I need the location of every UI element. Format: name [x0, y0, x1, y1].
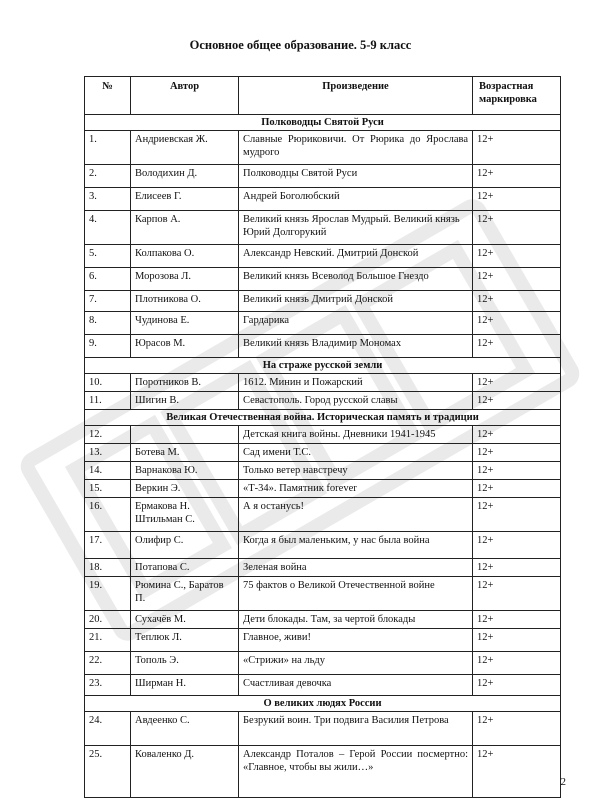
page-title: Основное общее образование. 5-9 класс — [189, 38, 412, 52]
table-row — [85, 675, 561, 696]
table-row — [85, 211, 561, 245]
row-work: Зеленая война — [239, 559, 473, 577]
row-num: 25. — [85, 746, 131, 798]
literature-table — [84, 76, 561, 798]
table-row — [85, 444, 561, 462]
row-rating: 12+ — [473, 480, 561, 498]
row-rating: 12+ — [473, 268, 561, 291]
table-row — [85, 268, 561, 291]
row-rating: 12+ — [473, 211, 561, 245]
table-row — [85, 188, 561, 211]
row-rating: 12+ — [473, 712, 561, 746]
row-author: Тополь Э. — [131, 652, 239, 675]
row-num: 17. — [85, 532, 131, 559]
table-row — [85, 712, 561, 746]
row-num: 12. — [85, 426, 131, 444]
row-num: 9. — [85, 335, 131, 358]
row-num: 5. — [85, 245, 131, 268]
row-author: Теплюк Л. — [131, 629, 239, 652]
row-num: 21. — [85, 629, 131, 652]
table-row — [85, 131, 561, 165]
row-author: Олифир С. — [131, 532, 239, 559]
row-rating: 12+ — [473, 611, 561, 629]
row-num: 7. — [85, 291, 131, 312]
row-work: Сад имени Т.С. — [239, 444, 473, 462]
row-author: Андриевская Ж. — [131, 131, 239, 165]
section-title: На страже русской земли — [85, 358, 561, 374]
row-author: Ботева М. — [131, 444, 239, 462]
section-row — [85, 410, 561, 426]
row-work: Только ветер навстречу — [239, 462, 473, 480]
row-author — [131, 426, 239, 444]
row-author: Авдеенко С. — [131, 712, 239, 746]
table-row — [85, 498, 561, 532]
row-rating: 12+ — [473, 559, 561, 577]
row-work: Когда я был маленьким, у нас была война — [239, 532, 473, 559]
row-work: Великий князь Дмитрий Донской — [239, 291, 473, 312]
table-row — [85, 374, 561, 392]
row-num: 13. — [85, 444, 131, 462]
row-author: Шигин В. — [131, 392, 239, 410]
section-row — [85, 696, 561, 712]
row-author: Елисеев Г. — [131, 188, 239, 211]
row-work: Великий князь Всеволод Большое Гнездо — [239, 268, 473, 291]
row-work: Славные Рюриковичи. От Рюрика до Ярослава мудрого — [239, 131, 473, 165]
row-num: 8. — [85, 312, 131, 335]
row-rating: 12+ — [473, 426, 561, 444]
row-author: Потапова С. — [131, 559, 239, 577]
row-work: Великий князь Владимир Мономах — [239, 335, 473, 358]
header-num: № — [85, 77, 131, 115]
row-author: Ермакова Н. Штильман С. — [131, 498, 239, 532]
header-work: Произведение — [239, 77, 473, 115]
row-work: Счастливая девочка — [239, 675, 473, 696]
row-work: Детская книга войны. Дневники 1941-1945 — [239, 426, 473, 444]
row-num: 1. — [85, 131, 131, 165]
table-row — [85, 611, 561, 629]
row-num: 18. — [85, 559, 131, 577]
row-rating: 12+ — [473, 245, 561, 268]
row-num: 16. — [85, 498, 131, 532]
table-row — [85, 335, 561, 358]
row-num: 11. — [85, 392, 131, 410]
row-rating: 12+ — [473, 462, 561, 480]
table-row — [85, 532, 561, 559]
row-rating: 12+ — [473, 652, 561, 675]
row-work: Полководцы Святой Руси — [239, 165, 473, 188]
section-row — [85, 115, 561, 131]
row-work: А я останусь! — [239, 498, 473, 532]
row-rating: 12+ — [473, 392, 561, 410]
table-row — [85, 746, 561, 798]
row-work: Главное, живи! — [239, 629, 473, 652]
table-row — [85, 426, 561, 444]
row-work: Александр Поталов – Герой России посмертно: «Главное, чтобы вы жили…» — [239, 746, 473, 798]
row-author: Варнакова Ю. — [131, 462, 239, 480]
table-row — [85, 652, 561, 675]
row-rating: 12+ — [473, 188, 561, 211]
row-num: 22. — [85, 652, 131, 675]
row-num: 24. — [85, 712, 131, 746]
table-row — [85, 559, 561, 577]
table-row — [85, 291, 561, 312]
row-author: Веркин Э. — [131, 480, 239, 498]
row-work: Великий князь Ярослав Мудрый. Великий князь Юрий Долгорукий — [239, 211, 473, 245]
row-rating: 12+ — [473, 444, 561, 462]
table-row — [85, 462, 561, 480]
row-author: Карпов А. — [131, 211, 239, 245]
section-title: Великая Отечественная война. Историческая память и традиции — [85, 410, 561, 426]
row-rating: 12+ — [473, 374, 561, 392]
row-num: 10. — [85, 374, 131, 392]
row-num: 23. — [85, 675, 131, 696]
row-num: 15. — [85, 480, 131, 498]
row-rating: 12+ — [473, 532, 561, 559]
row-work: Безрукий воин. Три подвига Василия Петрова — [239, 712, 473, 746]
row-rating: 12+ — [473, 629, 561, 652]
row-rating: 12+ — [473, 165, 561, 188]
row-num: 14. — [85, 462, 131, 480]
row-author: Сухачёв М. — [131, 611, 239, 629]
table-row — [85, 577, 561, 611]
section-title: О великих людях России — [85, 696, 561, 712]
row-author: Плотникова О. — [131, 291, 239, 312]
row-author: Володихин Д. — [131, 165, 239, 188]
row-work: Дети блокады. Там, за чертой блокады — [239, 611, 473, 629]
row-rating: 12+ — [473, 291, 561, 312]
row-author: Поротников В. — [131, 374, 239, 392]
row-author: Ширман Н. — [131, 675, 239, 696]
row-rating: 12+ — [473, 746, 561, 798]
row-rating: 12+ — [473, 498, 561, 532]
row-author: Рюмина С., Баратов П. — [131, 577, 239, 611]
header-age-rating: Возрастная маркировка — [473, 77, 561, 115]
table-row — [85, 165, 561, 188]
table-header-row — [85, 77, 561, 115]
row-rating: 12+ — [473, 675, 561, 696]
row-work: Севастополь. Город русской славы — [239, 392, 473, 410]
row-work: «Стрижи» на льду — [239, 652, 473, 675]
row-num: 20. — [85, 611, 131, 629]
row-rating: 12+ — [473, 577, 561, 611]
row-num: 19. — [85, 577, 131, 611]
header-author: Автор — [131, 77, 239, 115]
row-work: Гардарика — [239, 312, 473, 335]
row-work: 1612. Минин и Пожарский — [239, 374, 473, 392]
row-rating: 12+ — [473, 335, 561, 358]
row-work: Александр Невский. Дмитрий Донской — [239, 245, 473, 268]
row-author: Юрасов М. — [131, 335, 239, 358]
row-work: Андрей Боголюбский — [239, 188, 473, 211]
row-author: Чудинова Е. — [131, 312, 239, 335]
row-rating: 12+ — [473, 131, 561, 165]
row-num: 2. — [85, 165, 131, 188]
table-row — [85, 245, 561, 268]
section-row — [85, 358, 561, 374]
row-author: Коваленко Д. — [131, 746, 239, 798]
row-num: 3. — [85, 188, 131, 211]
row-work: «Т-34». Памятник forever — [239, 480, 473, 498]
table-row — [85, 629, 561, 652]
page-number: 2 — [560, 776, 566, 788]
row-author: Морозова Л. — [131, 268, 239, 291]
row-work: 75 фактов о Великой Отечественной войне — [239, 577, 473, 611]
table-row — [85, 312, 561, 335]
table-row — [85, 480, 561, 498]
section-title: Полководцы Святой Руси — [85, 115, 561, 131]
row-author: Колпакова О. — [131, 245, 239, 268]
row-rating: 12+ — [473, 312, 561, 335]
table-row — [85, 392, 561, 410]
row-num: 4. — [85, 211, 131, 245]
row-num: 6. — [85, 268, 131, 291]
